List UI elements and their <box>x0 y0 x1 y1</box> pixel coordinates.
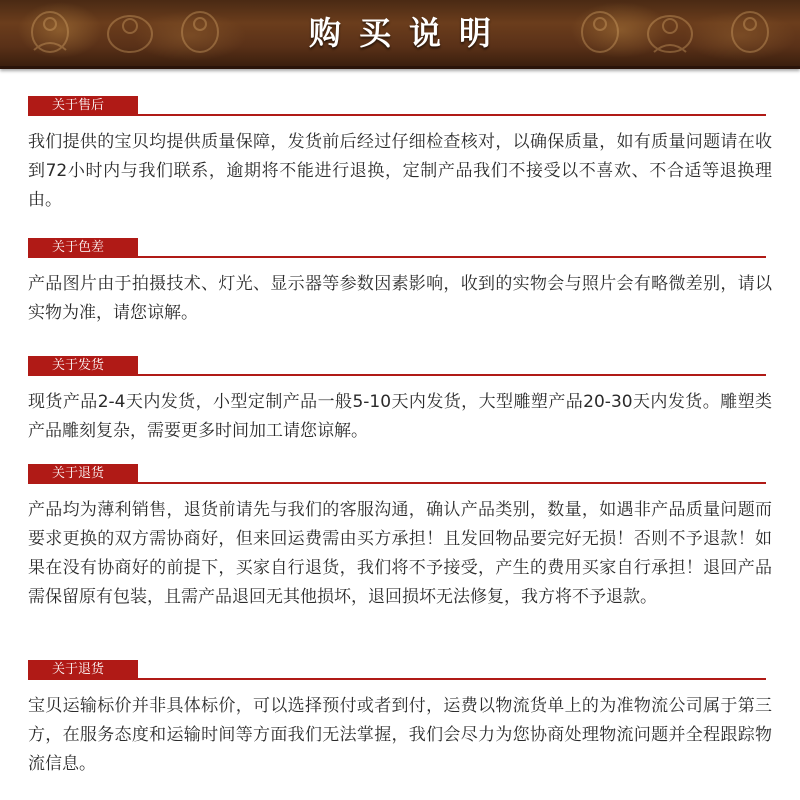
page-title: 购买说明 <box>308 14 509 52</box>
section-body: 现货产品2-4天内发货，小型定制产品一般5-10天内发货，大型雕塑产品20-30天内发货。雕塑类产品雕刻复杂，需要更多时间加工请您谅解。 <box>28 392 772 441</box>
section-divider <box>28 114 766 116</box>
section-divider <box>28 256 766 258</box>
section-title: 关于退货 <box>28 660 138 680</box>
section-title: 关于退货 <box>28 464 138 484</box>
section-header <box>28 464 766 488</box>
section-color-difference <box>0 238 800 356</box>
section-logistics <box>0 660 800 790</box>
section-header <box>28 660 766 684</box>
section-divider <box>28 374 766 376</box>
section-body: 产品图片由于拍摄技术、灯光、显示器等参数因素影响，收到的实物会与照片会有略微差别，请以实物为准，请您谅解。 <box>28 274 772 323</box>
section-body: 产品均为薄利销售，退货前请先与我们的客服沟通，确认产品类别，数量，如遇非产品质量问题而要求更换的双方需协商好，但来回运费需由买方承担！且发回物品要完好无损！否则不予退款！如果在没有协商好的前提下，买家自行退货，我们将不予接受，产生的费用买家自行承担！退回产品需保留原有包装，且需产品退回无其他损坏，退回损坏无法修复，我方将不予退款。 <box>28 500 772 607</box>
section-body: 我们提供的宝贝均提供质量保障，发货前后经过仔细检查核对，以确保质量，如有质量问题请在收到72小时内与我们联系，逾期将不能进行退换，定制产品我们不接受以不喜欢、不合适等退换理由。 <box>28 132 772 210</box>
section-header <box>28 238 766 262</box>
section-shipping <box>0 356 800 464</box>
header-banner <box>0 0 800 69</box>
section-title: 关于色差 <box>28 238 138 258</box>
section-returns <box>0 464 800 660</box>
section-title: 关于售后 <box>28 96 138 116</box>
section-header <box>28 356 766 380</box>
section-title: 关于发货 <box>28 356 138 376</box>
section-header <box>28 96 766 120</box>
section-divider <box>28 678 766 680</box>
sections-container <box>0 96 800 790</box>
section-after-sales <box>0 96 800 238</box>
section-body: 宝贝运输标价并非具体标价，可以选择预付或者到付，运费以物流货单上的为准物流公司属于第三方，在服务态度和运输时间等方面我们无法掌握，我们会尽力为您协商处理物流问题并全程跟踪物流信息。 <box>28 696 772 774</box>
section-divider <box>28 482 766 484</box>
